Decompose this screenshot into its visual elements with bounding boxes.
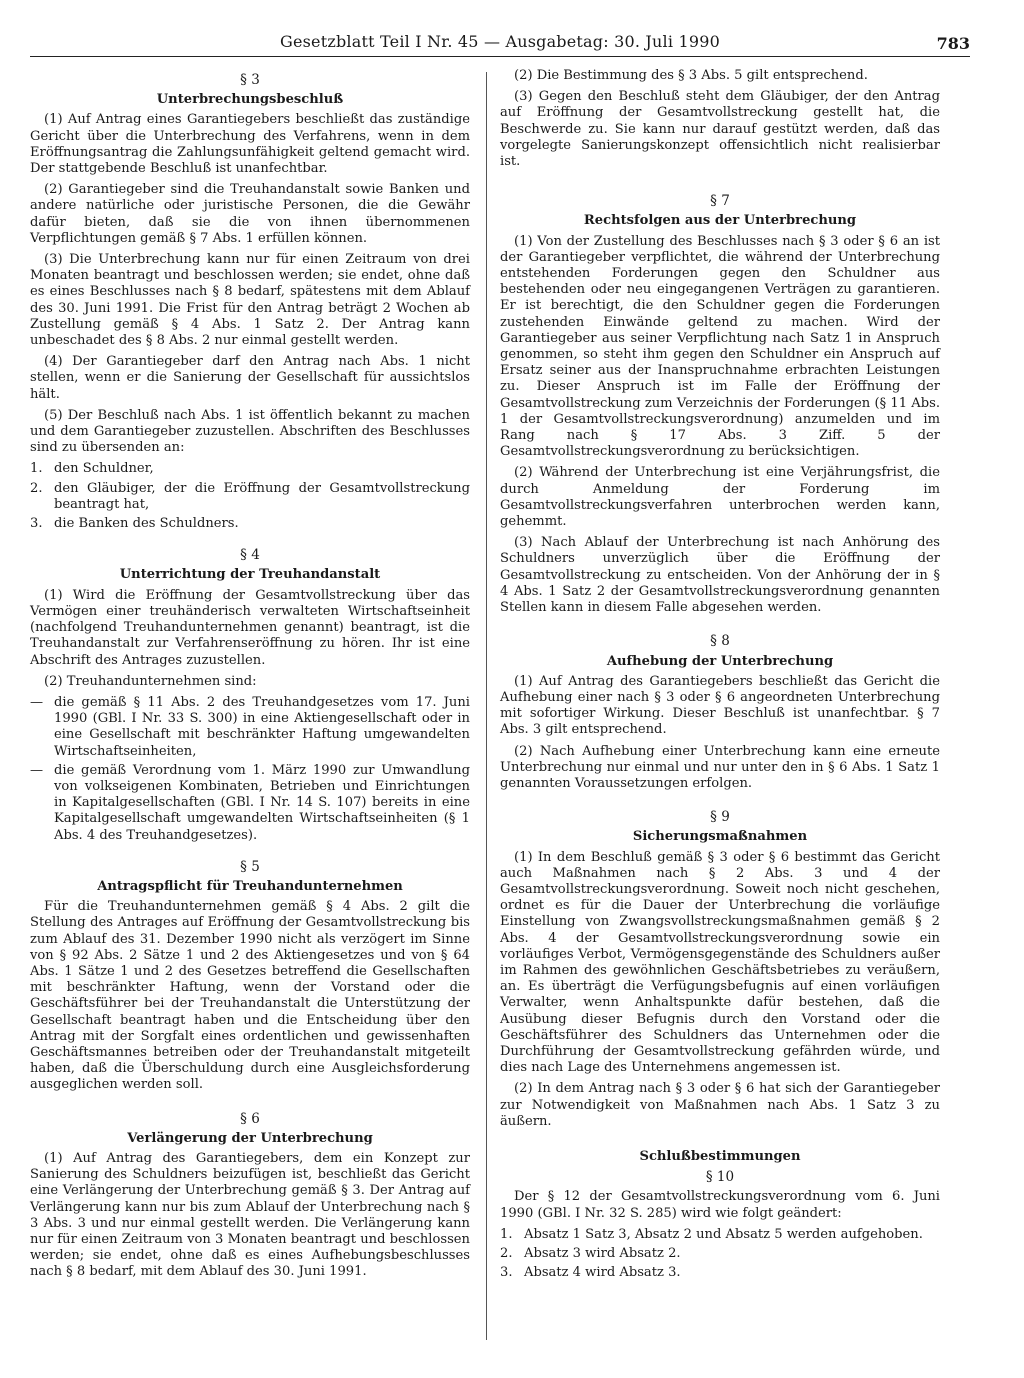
paragraph: (3) Gegen den Beschluß steht dem Gläubiger, der den Antrag auf Eröffnung der Gesamtvollstreckung gestellt hat, die Beschwerde zu. Sie kann nur darauf gestützt werden, daß das vorgelegte Sanierungskonzept offensichtlich nicht realisierbar ist. [500, 89, 940, 170]
paragraph: Der § 12 der Gesamtvollstreckungsverordnung vom 6. Juni 1990 (GBl. I Nr. 32 S. 285) wird wie folgt geändert: [500, 1189, 940, 1221]
list-text: die gemäß Verordnung vom 1. März 1990 zur Umwandlung von volkseigenen Kombinaten, Betrieben und Einrichtungen in Kapitalgesellschaften (GBl. I Nr. 14 S. 107) bereits in eine Kapitalgesellschaft umgewandelten Wirtschaftseinheiten (§ 1 Abs. 4 des Treuhandgesetzes). [54, 762, 470, 843]
paragraph: (3) Nach Ablauf der Unterbrechung ist nach Anhörung des Schuldners unverzüglich über die Eröffnung der Gesamtvollstreckung zu entscheiden. Von der Anhörung der in § 4 Abs. 1 Satz 2 der Gesamtvollstreckungsverordnung genannten Stellen kann in diesem Falle abgesehen werden. [500, 535, 940, 616]
section-number: § 10 [705, 1169, 735, 1186]
column-divider [486, 72, 487, 1340]
list-text: die gemäß § 11 Abs. 2 des Treuhandgesetzes vom 17. Juni 1990 (GBl. I Nr. 33 S. 300) in eine Aktiengesellschaft oder in eine Gesellschaft mit beschränkter Haftung umgewandelten Wirtschaftseinheiten, [54, 694, 470, 759]
section-number: § 3 [240, 72, 260, 88]
paragraph: (4) Der Garantiegeber darf den Antrag nach Abs. 1 nicht stellen, wenn er die Sanierung der Gesellschaft für aussichtslos hält. [30, 354, 470, 402]
list-label: 2. [500, 1246, 513, 1261]
paragraph: (2) Nach Aufhebung einer Unterbrechung kann eine erneute Unterbrechung nur einmal und nur unter den in § 6 Abs. 1 Satz 1 genannten Voraussetzungen erfolgen. [500, 743, 940, 791]
section-title: Unterrichtung der Treuhandanstalt [119, 567, 381, 583]
paragraph: (1) Wird die Eröffnung der Gesamtvollstreckung über das Vermögen einer treuhänderisch verwalteten Wirtschaftseinheit (nachfolgend Treuhandunternehmen genannt) beantragt, ist die Treuhandanstalt zur Verfahrenseröffnung zu hören. Ihr ist eine Abschrift des Antrages zuzustellen. [30, 587, 470, 668]
paragraph: (1) Auf Antrag eines Garantiegebers beschließt das zuständige Gericht über die Unterbrechung des Verfahrens, wenn in dem Eröffnungsantrag die Zahlungsunfähigkeit geltend gemacht wird. Der stattgebende Beschluß ist unanfechtbar. [30, 112, 470, 177]
paragraph: (2) Die Bestimmung des § 3 Abs. 5 gilt entsprechend. [514, 68, 868, 83]
section-title: Aufhebung der Unterbrechung [606, 653, 834, 669]
page-header [30, 30, 970, 57]
list-item [30, 695, 470, 760]
section-number: § 9 [710, 809, 730, 826]
paragraph: (5) Der Beschluß nach Abs. 1 ist öffentlich bekannt zu machen und dem Garantiegeber zuzustellen. Abschriften des Beschlusses sind zu übersenden an: [30, 407, 470, 456]
list-text: den Schuldner, [54, 461, 154, 477]
paragraph: (1) In dem Beschluß gemäß § 3 oder § 6 bestimmt das Gericht auch Maßnahmen nach § 2 Abs. 3 und 4 der Gesamtvollstreckungsverordnung. Soweit noch nicht geschehen, ordnet es für die Dauer der Unterbrechung die vorläufige Einstellung von Zwangsvollstreckungsmaßnahmen gemäß § 2 Abs. 4 der Gesamtvollstreckungsverordnung sowie ein vorläufiges Verbot, Vermögensgegenstände des Schuldners außer im Rahmen des gewöhnlichen Geschäftsbetriebes zu veräußern, an. Es überträgt die Verfügungsbefugnis auf einen vorläufigen Verwalter, wenn Anhaltspunkte dafür bestehen, daß die Ausübung dieser Befugnis durch den Vorstand oder die Geschäftsführer des Schuldners das Unternehmen oder die Durchführung der Gesamtvollstreckung gefährden würde, und dies nach Lage des Unternehmens angemessen ist. [500, 849, 940, 1076]
list-item [500, 1227, 940, 1243]
left-column [30, 68, 470, 1286]
list-label: — [30, 694, 44, 710]
final-provisions-title: Schlußbestimmungen [639, 1148, 801, 1164]
list-label: 3. [500, 1265, 513, 1281]
list-item [30, 516, 470, 532]
paragraph: (1) Auf Antrag des Garantiegebers, dem ein Konzept zur Sanierung des Schuldners beizufügen ist, beschließt das Gericht eine Verlängerung der Unterbrechung gemäß § 3. Der Antrag auf Verlängerung kann nur bis zum Ablauf der Unterbrechung nach § 3 Abs. 3 und nur einmal gestellt werden. Die Verlängerung kann nur für einen Zeitraum von 3 Monaten beantragt und beschlossen werden; sie endet, ohne daß es eines Aufhebungsbeschlusses nach § 8 bedarf, mit dem Ablauf des 30. Juni 1991. [30, 1150, 470, 1280]
right-column [500, 68, 940, 1284]
paragraph: (2) Treuhandunternehmen sind: [44, 673, 257, 689]
page-number: 783 [936, 34, 970, 53]
list-text: Absatz 4 wird Absatz 3. [524, 1265, 681, 1281]
list-item [30, 763, 470, 844]
section-number: § 8 [710, 633, 730, 650]
list-text: die Banken des Schuldners. [54, 516, 239, 532]
section-number: § 6 [240, 1110, 260, 1127]
list-text: den Gläubiger, der die Eröffnung der Gesamtvollstreckung beantragt hat, [54, 480, 470, 512]
paragraph: Für die Treuhandunternehmen gemäß § 4 Abs. 2 gilt die Stellung des Antrages auf Eröffnung der Gesamtvollstreckung bis zum Ablauf des 31. Dezember 1990 nicht als verzögert im Sinne von § 92 Abs. 2 Sätze 1 und 2 des Aktiengesetzes und von § 64 Abs. 1 Sätze 1 und 2 des Gesetzes betreffend die Gesellschaften mit beschränkter Haftung, wenn der Vorstand oder die Geschäftsführer bei der Treuhandanstalt die Unterstützung der Gesellschaft beantragt haben und die Entscheidung über den Antrag mit der Sorgfalt eines ordentlichen und gewissenhaften Geschäftsmannes betreiben oder der Treuhandanstalt mitgeteilt haben, daß die Überschuldung durch eine Ausgleichsforderung ausgeglichen werden soll. [30, 899, 470, 1093]
section-title: Rechtsfolgen aus der Unterbrechung [583, 213, 857, 229]
section-title: Antragspflicht für Treuhandunternehmen [97, 878, 403, 894]
paragraph: (1) Von der Zustellung des Beschlusses nach § 3 oder § 6 an ist der Garantiegeber verpflichtet, die während der Unterbrechung entstehenden Forderungen gegen den Schuldner aus bestehenden oder neu eingegangenen Verträgen zu garantieren. Er ist berechtigt, die den Schuldner gegen die Forderungen zustehenden Einwände geltend zu machen. Wird der Garantiegeber aus seiner Verpflichtung nach Satz 1 in Anspruch genommen, so steht ihm gegen den Schuldner ein Anspruch auf Ersatz seiner aus der Inanspruchnahme erbrachten Leistungen zu. Dieser Anspruch ist im Falle der Eröffnung der Gesamtvollstreckung zum Verzeichnis der Forderungen (§ 11 Abs. 1 der Gesamtvollstreckungsverordnung) anzumelden und im Rang nach § 17 Abs. 3 Ziff. 5 der Gesamtvollstreckungsverordnung zu berücksichtigen. [500, 233, 940, 460]
list-item [500, 1246, 940, 1262]
section-number: § 7 [710, 193, 730, 210]
list-label: 3. [30, 516, 43, 532]
list-text: Absatz 1 Satz 3, Absatz 2 und Absatz 5 werden aufgehoben. [524, 1226, 923, 1242]
list-label: 1. [500, 1226, 513, 1242]
list-item [30, 461, 470, 477]
paragraph: (2) Garantiegeber sind die Treuhandanstalt sowie Banken und andere natürliche oder juristische Personen, die die Gewähr dafür bieten, daß sie die von ihnen übernommenen Verpflichtungen gemäß § 7 Abs. 1 erfüllen können. [30, 182, 470, 246]
list-text: Absatz 3 wird Absatz 2. [524, 1246, 681, 1261]
paragraph: (2) Während der Unterbrechung ist eine Verjährungsfrist, die durch Anmeldung der Forderung im Gesamtvollstreckungsverfahren unterbrochen werden kann, gehemmt. [500, 465, 940, 530]
list-label: — [30, 762, 44, 778]
section-number: § 5 [240, 858, 260, 875]
list-item [500, 1265, 940, 1281]
section-title: Unterbrechungsbeschluß [156, 92, 344, 108]
list-item [30, 481, 470, 513]
list-label: 2. [30, 480, 43, 496]
section-title: Sicherungsmaßnahmen [632, 829, 808, 845]
list-label: 1. [30, 461, 43, 477]
paragraph: (2) In dem Antrag nach § 3 oder § 6 hat sich der Garantiegeber zur Notwendigkeit von Maßnahmen nach Abs. 1 Satz 3 zu äußern. [500, 1081, 940, 1129]
paragraph: (3) Die Unterbrechung kann nur für einen Zeitraum von drei Monaten beantragt und beschlossen werden; sie endet, ohne daß es eines Beschlusses nach § 8 bedarf, spätestens mit dem Ablauf des 30. Juni 1991. Die Frist für den Antrag beträgt 2 Wochen ab Zustellung gemäß § 4 Abs. 1 Satz 2. Der Antrag kann unbeschadet des § 8 Abs. 2 nur einmal gestellt werden. [30, 252, 470, 349]
section-title: Verlängerung der Unterbrechung [127, 1130, 373, 1146]
gazette-title: Gesetzblatt Teil I Nr. 45 — Ausgabetag: 30. Juli 1990 [280, 32, 720, 51]
paragraph: (1) Auf Antrag des Garantiegebers beschließt das Gericht die Aufhebung einer nach § 3 oder § 6 angeordneten Unterbrechung mit sofortiger Wirkung. Dieser Beschluß ist unanfechtbar. § 7 Abs. 3 gilt entsprechend. [500, 673, 940, 738]
section-number: § 4 [240, 547, 260, 564]
